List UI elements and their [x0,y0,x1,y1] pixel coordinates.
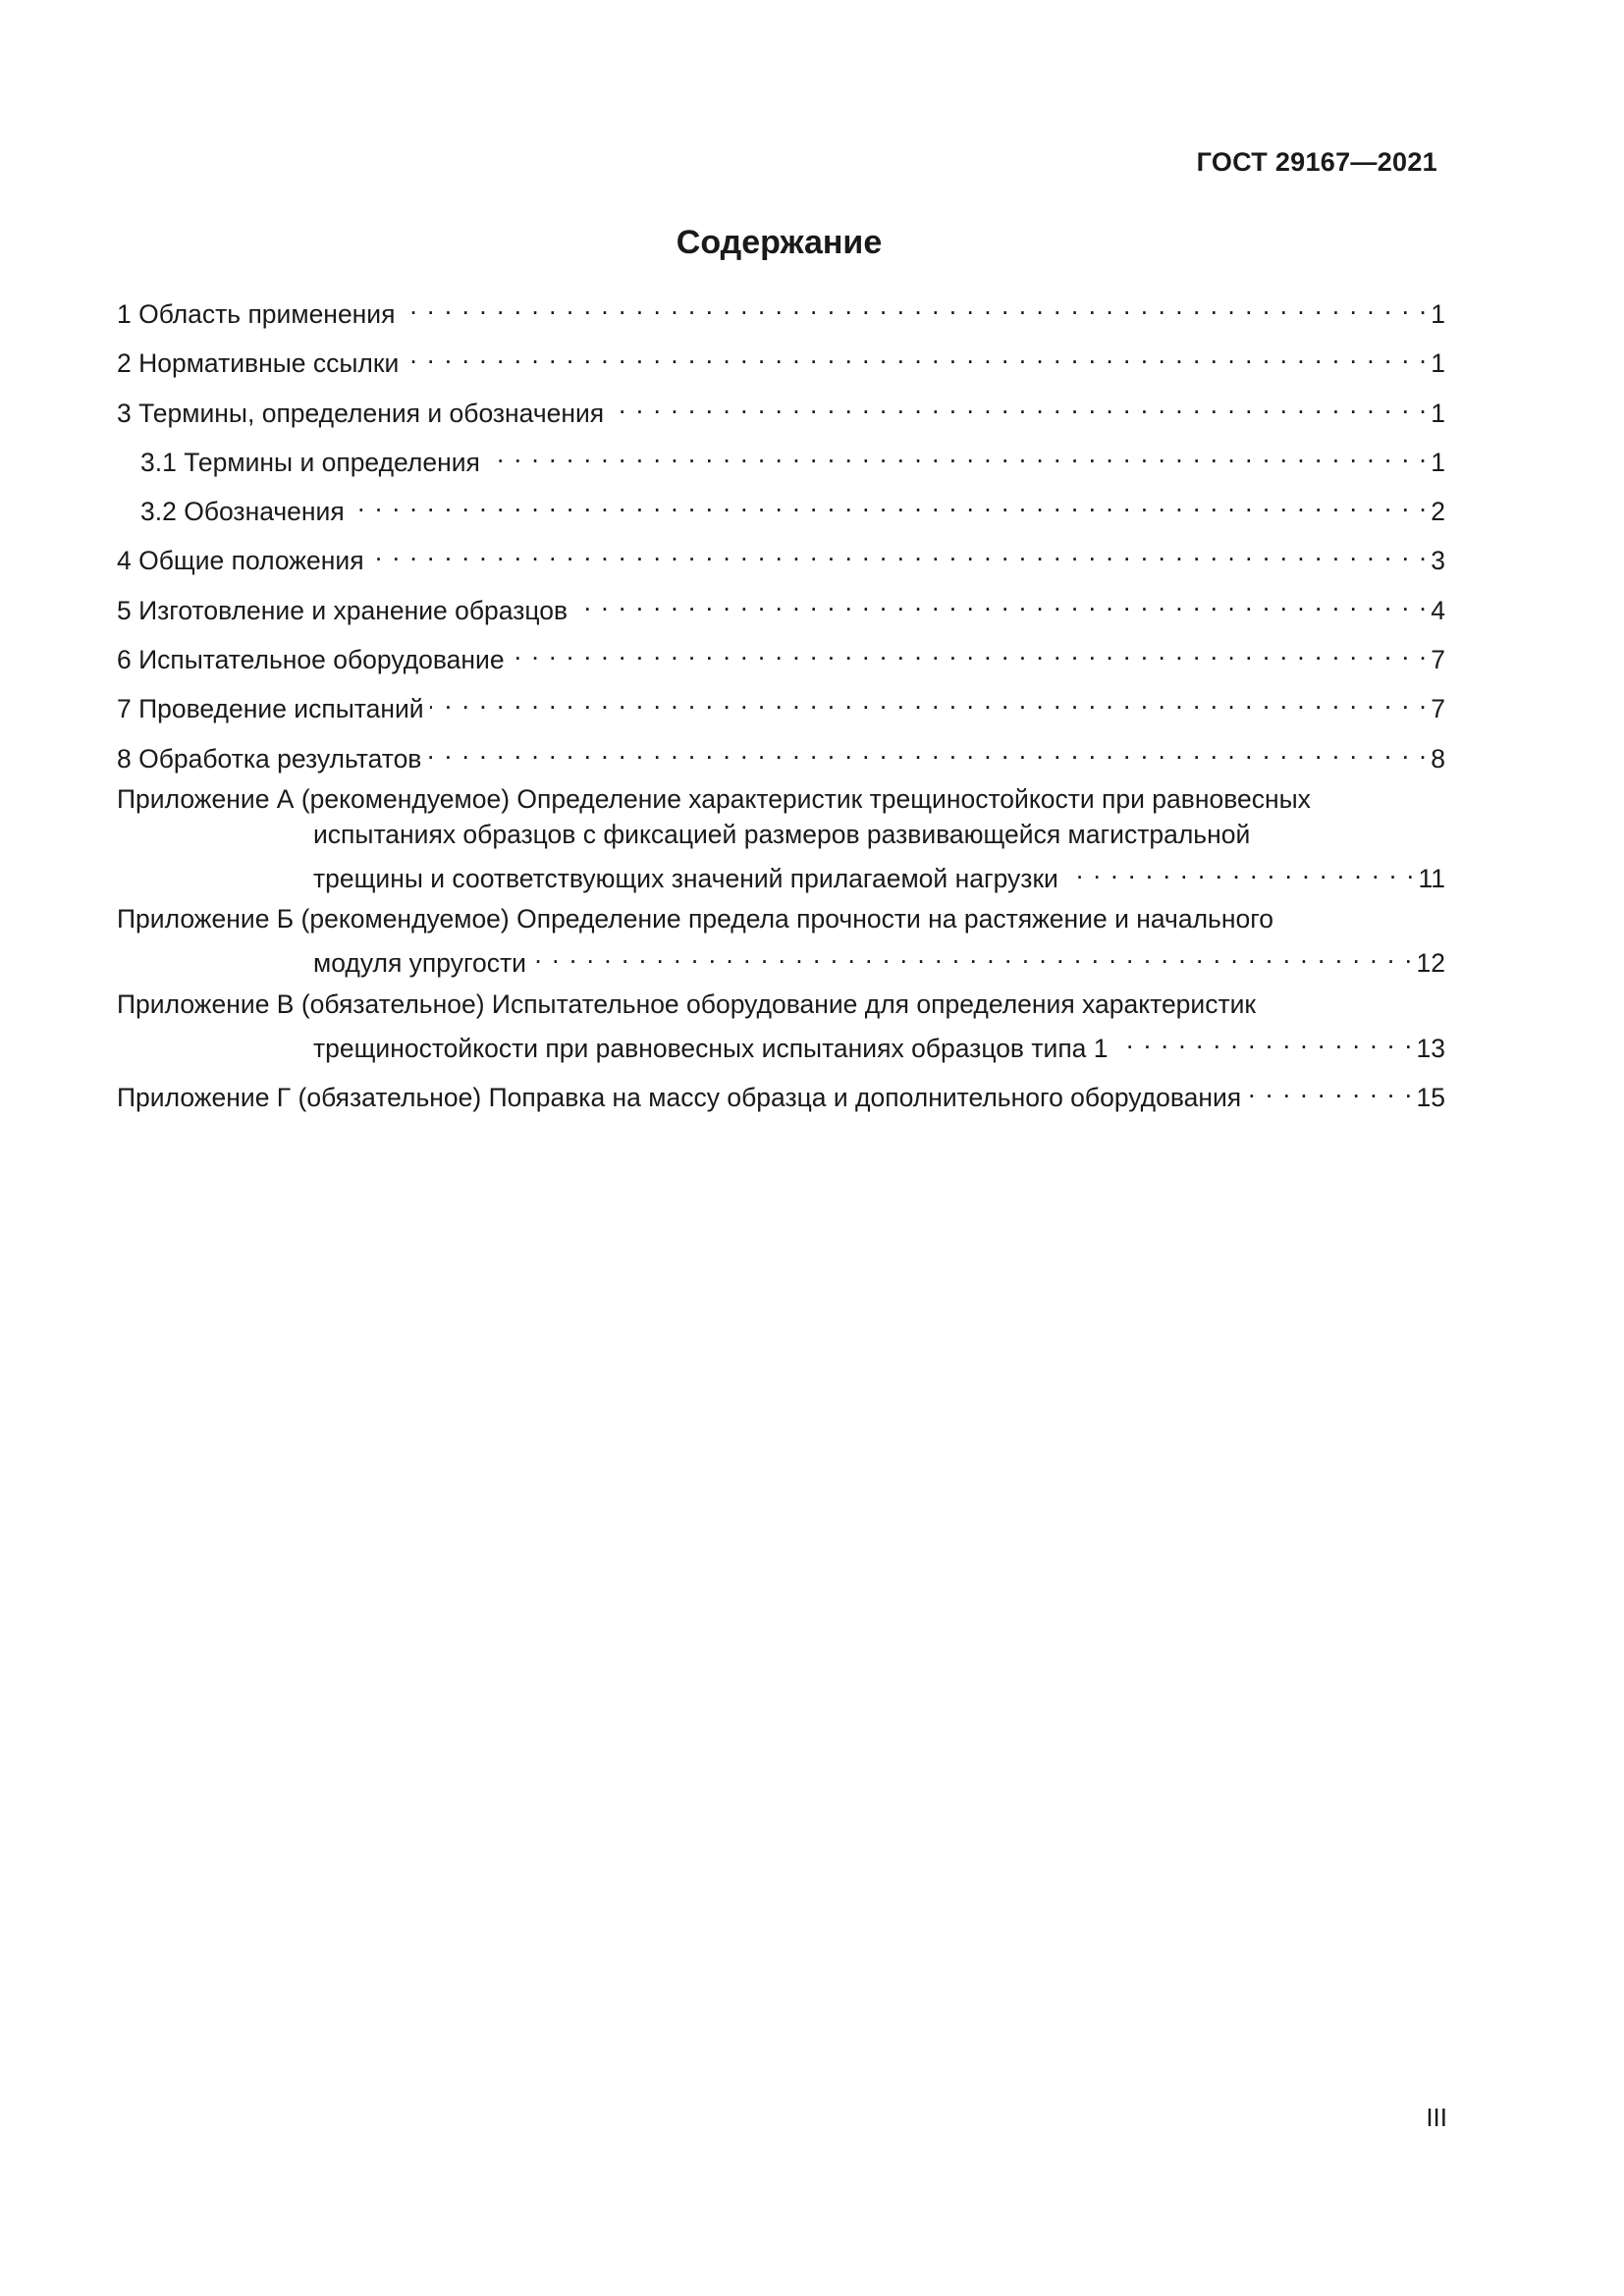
dot-leader [405,337,1428,372]
toc-entry-page: 12 [1416,948,1445,979]
toc-title: Содержание [676,224,883,261]
toc-entry-label-continued: модуля упругости [313,948,526,979]
page-number: III [1426,2103,1447,2132]
dot-leader [1247,1071,1413,1106]
dot-leader [486,436,1428,471]
dot-leader [573,584,1428,619]
toc-entry-page: 1 [1431,299,1445,329]
dot-leader [430,682,1429,718]
toc-entry-label-continued: трещины и соответствующих значений прилагаемой нагрузки [313,863,1058,893]
toc-entry-label: 6 Испытательное оборудование [117,645,505,675]
toc-entry-4[interactable] [117,534,1445,578]
dot-leader [401,288,1428,323]
toc-entry-page: 11 [1418,863,1445,893]
toc-entry-3[interactable] [117,387,1445,431]
toc-entry-8[interactable] [117,732,1445,776]
toc-entry-label: 1 Область применения [117,299,396,329]
dot-leader [532,936,1414,972]
toc-entry-annex-v[interactable] [117,987,1445,1066]
toc-entry-annex-g[interactable] [117,1071,1445,1115]
dot-leader [351,485,1429,520]
toc-entry-label-continued: трещиностойкости при равновесных испытаниях образцов типа 1 [313,1033,1109,1063]
toc-entry-7[interactable] [117,682,1445,726]
toc-entry-annex-a[interactable] [117,781,1445,896]
dot-leader [610,387,1428,422]
toc-entry-label: 5 Изготовление и хранение образцов [117,595,568,625]
toc-entry-label: 8 Обработка результатов [117,743,422,774]
toc-entry-page: 7 [1431,694,1445,724]
toc-entry-page: 2 [1431,497,1445,527]
toc-entry-label: 3.2 Обозначения [140,497,345,527]
dot-leader [1064,852,1416,887]
toc-entry-label: 3 Термины, определения и обозначения [117,398,605,428]
toc-entry-label: 3.1 Термины и определения [140,447,480,477]
toc-entry-label: 2 Нормативные ссылки [117,348,400,379]
toc-entry-label: Приложение А (рекомендуемое) Определение характеристик трещиностойкости при равновесных [117,783,1311,814]
toc-entry-label: 7 Проведение испытаний [117,694,424,724]
toc-entry-label: Приложение Б (рекомендуемое) Определение предела прочности на растяжение и начального [117,904,1274,934]
toc-entry-label-continued: испытаниях образцов с фиксацией размеров развивающейся магистральной [313,819,1251,849]
dot-leader [1114,1022,1414,1057]
toc-entry-page: 3 [1431,546,1445,576]
table-of-contents [117,288,1445,1120]
document-code: ГОСТ 29167—2021 [1196,147,1437,177]
toc-entry-3-2[interactable] [117,485,1445,529]
toc-entry-label: Приложение В (обязательное) Испытательное оборудование для определения характеристик [117,988,1257,1019]
toc-entry-5[interactable] [117,584,1445,628]
toc-entry-3-1[interactable] [117,436,1445,480]
toc-entry-page: 8 [1431,743,1445,774]
toc-entry-page: 15 [1416,1082,1445,1112]
toc-entry-6[interactable] [117,633,1445,677]
dot-leader [427,732,1428,768]
toc-entry-1[interactable] [117,288,1445,332]
toc-entry-page: 1 [1431,398,1445,428]
toc-entry-page: 1 [1431,348,1445,379]
toc-entry-label: 4 Общие положения [117,546,364,576]
toc-entry-2[interactable] [117,337,1445,381]
toc-entry-page: 13 [1416,1033,1445,1063]
dot-leader [370,534,1429,569]
toc-entry-page: 7 [1431,645,1445,675]
toc-entry-page: 1 [1431,447,1445,477]
toc-entry-label: Приложение Г (обязательное) Поправка на массу образца и дополнительного оборудования [117,1082,1242,1112]
toc-entry-page: 4 [1431,595,1445,625]
dot-leader [511,633,1429,668]
toc-entry-annex-b[interactable] [117,901,1445,981]
